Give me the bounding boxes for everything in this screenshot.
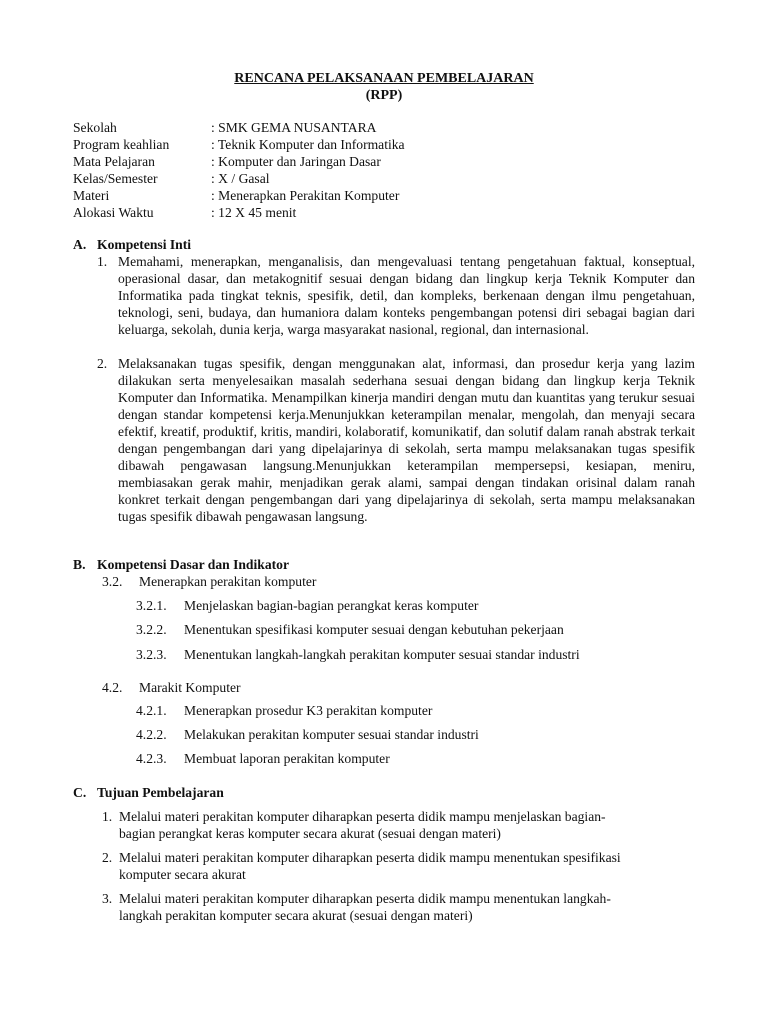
tujuan-item-3 <box>102 890 692 924</box>
section-a-heading <box>73 236 191 253</box>
item-line: Melalui materi perakitan komputer diharapkan peserta didik mampu menentukan langkah- <box>119 891 611 906</box>
info-label: Mata Pelajaran <box>73 154 155 169</box>
indicator-number: 3.2.1. <box>136 598 167 613</box>
info-row-sekolah <box>73 119 405 136</box>
info-label: Alokasi Waktu <box>73 205 154 220</box>
kompetensi-inti-item-1 <box>97 253 695 338</box>
info-label: Kelas/Semester <box>73 171 158 186</box>
identity-table <box>73 119 405 221</box>
kd-number: 3.2. <box>102 574 123 589</box>
indicator-text: Menerapkan prosedur K3 perakitan komputer <box>184 703 433 718</box>
item-number: 2. <box>102 850 113 865</box>
indicator-number: 3.2.3. <box>136 647 167 662</box>
info-row-alokasi <box>73 204 405 221</box>
kd-text: Marakit Komputer <box>139 680 241 695</box>
item-line: Melalui materi perakitan komputer diharapkan peserta didik mampu menentukan spesifikasi <box>119 850 621 865</box>
info-value: : SMK GEMA NUSANTARA <box>211 120 377 135</box>
item-line: komputer secara akurat <box>119 867 246 882</box>
indicator-number: 4.2.1. <box>136 703 167 718</box>
indicator-4-2-2 <box>136 726 479 743</box>
item-text: Memahami, menerapkan, menganalisis, dan mengevaluasi tentang pengetahuan faktual, konseptual, operasional dasar, dan metakognitif sesuai dengan bidang dan lingkup kerja Teknik Komputer dan Informatika pada tingkat teknis, spesifik, detil, dan kompleks, berkenaan dengan ilmu pengetahuan, teknologi, seni, budaya, dan humaniora dalam konteks pengembangan potensi diri sebagai bagian dari keluarga, sekolah, dunia kerja, warga masyarakat nasional, regional, dan internasional. <box>118 254 695 337</box>
item-number: 2. <box>97 356 108 371</box>
info-value: : 12 X 45 menit <box>211 205 297 220</box>
info-value: : Komputer dan Jaringan Dasar <box>211 154 381 169</box>
info-row-materi <box>73 187 405 204</box>
section-c-heading <box>73 784 224 801</box>
kd-text: Menerapkan perakitan komputer <box>139 574 317 589</box>
item-number: 3. <box>102 891 113 906</box>
indicator-number: 3.2.2. <box>136 622 167 637</box>
kd-4-2 <box>102 679 241 696</box>
info-value: : X / Gasal <box>211 171 270 186</box>
item-line: langkah perakitan komputer secara akurat (sesuai dengan materi) <box>119 908 473 923</box>
section-letter: B. <box>73 557 86 572</box>
info-label: Sekolah <box>73 120 117 135</box>
document-title: RENCANA PELAKSANAAN PEMBELAJARAN <box>234 71 534 86</box>
info-label: Program keahlian <box>73 137 170 152</box>
info-row-kelas <box>73 170 405 187</box>
indicator-3-2-2 <box>136 621 564 638</box>
kompetensi-inti-item-2 <box>97 355 695 525</box>
indicator-number: 4.2.3. <box>136 751 167 766</box>
indicator-3-2-3 <box>136 646 580 663</box>
indicator-text: Menentukan spesifikasi komputer sesuai dengan kebutuhan pekerjaan <box>184 622 564 637</box>
section-letter: A. <box>73 237 87 252</box>
info-value: : Menerapkan Perakitan Komputer <box>211 188 400 203</box>
kd-number: 4.2. <box>102 680 123 695</box>
section-title: Kompetensi Dasar dan Indikator <box>97 557 289 572</box>
item-text: Melaksanakan tugas spesifik, dengan menggunakan alat, informasi, dan prosedur kerja yang lazim dilakukan serta menyelesaikan masalah sederhana sesuai dengan bidang dan lingkup kerja Teknik Komputer dan Informatika. Menampilkan kinerja mandiri dengan mutu dan kuantitas yang terukur sesuai dengan standar kompetensi kerja.Menunjukkan keterampilan menalar, mengolah, dan menyaji secara efektif, kreatif, produktif, kritis, mandiri, kolaboratif, komunikatif, dan solutif dalam ranah abstrak terkait dengan pengembangan dari yang dipelajarinya di sekolah, serta mampu melaksanakan tugas spesifik dibawah pengawasan langsung.Menunjukkan keterampilan mempersepsi, kesiapan, meniru, membiasakan gerak mahir, menjadikan gerak alami, sampai dengan tindakan orisinal dalam ranah konkret terkait dengan pengembangan dari yang dipelajarinya di sekolah, serta mampu melaksanakan tugas spesifik dibawah pengawasan langsung. <box>118 356 695 524</box>
info-row-mapel <box>73 153 405 170</box>
indicator-text: Menjelaskan bagian-bagian perangkat keras komputer <box>184 598 479 613</box>
indicator-4-2-1 <box>136 702 432 719</box>
item-line: bagian perangkat keras komputer secara akurat (sesuai dengan materi) <box>119 826 501 841</box>
item-number: 1. <box>97 254 108 269</box>
indicator-3-2-1 <box>136 597 478 614</box>
indicator-text: Menentukan langkah-langkah perakitan komputer sesuai standar industri <box>184 647 580 662</box>
section-b-heading <box>73 556 289 573</box>
indicator-text: Membuat laporan perakitan komputer <box>184 751 390 766</box>
info-value: : Teknik Komputer dan Informatika <box>211 137 405 152</box>
document-subtitle: (RPP) <box>365 88 403 103</box>
info-row-program <box>73 136 405 153</box>
kd-3-2 <box>102 573 316 590</box>
info-label: Materi <box>73 188 110 203</box>
item-number: 1. <box>102 809 113 824</box>
indicator-4-2-3 <box>136 750 390 767</box>
tujuan-item-2 <box>102 849 692 883</box>
item-line: Melalui materi perakitan komputer diharapkan peserta didik mampu menjelaskan bagian- <box>119 809 606 824</box>
tujuan-item-1 <box>102 808 692 842</box>
section-letter: C. <box>73 785 87 800</box>
section-title: Kompetensi Inti <box>97 237 192 252</box>
indicator-number: 4.2.2. <box>136 727 167 742</box>
section-title: Tujuan Pembelajaran <box>97 785 224 800</box>
indicator-text: Melakukan perakitan komputer sesuai standar industri <box>184 727 479 742</box>
